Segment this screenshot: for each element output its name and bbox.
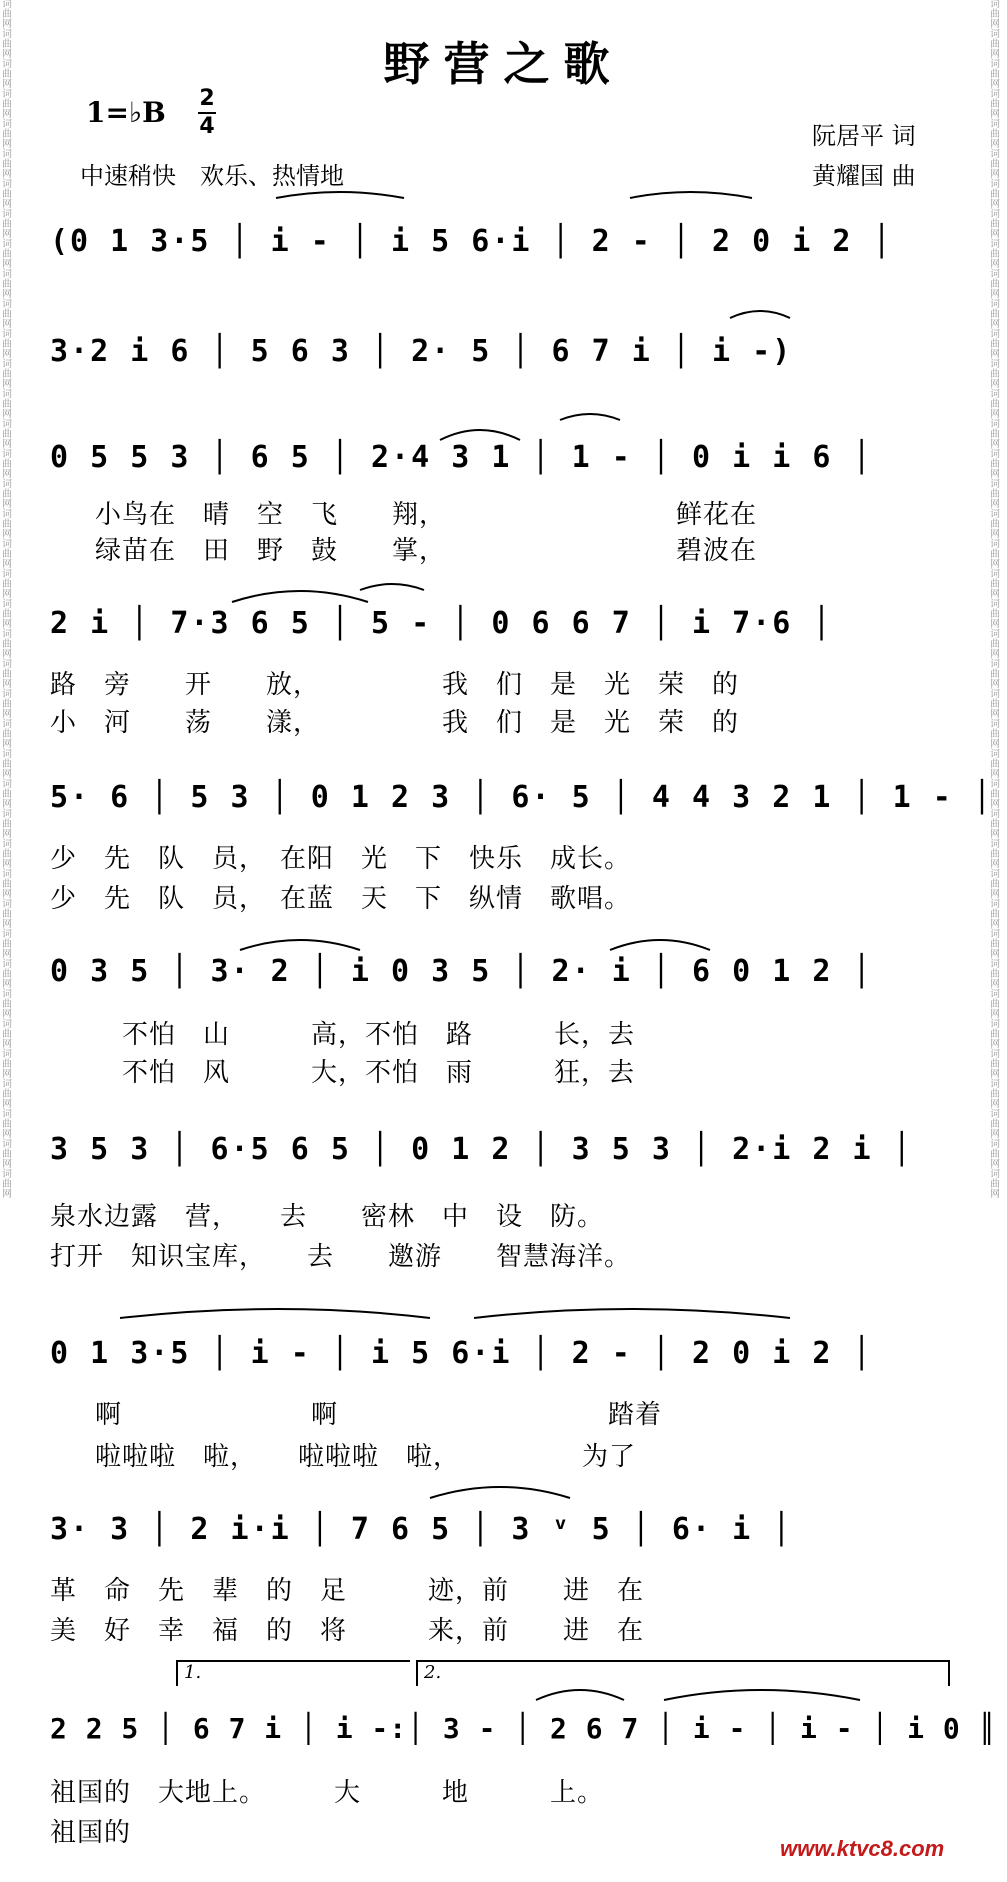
slur-arc — [560, 414, 620, 420]
notation-row-6: 0 3 5 │ 3· 2 │ i 0 3 5 │ 2· i │ 6 0 1 2 │ — [50, 954, 873, 989]
lyric-row-7-verse-1: 泉水边露 营， 去 密林 中 设 防。 — [50, 1202, 605, 1232]
slur-arc — [474, 1309, 790, 1318]
first-ending-label: 1. — [184, 1662, 202, 1683]
slur-arc — [276, 192, 404, 198]
key-signature: 1=♭B — [86, 96, 166, 129]
site-watermark: www.ktvc8.com — [780, 1836, 945, 1861]
slur-arc — [664, 1690, 860, 1700]
lyric-row-6-verse-2: 不怕 风 大，不怕 雨 狂，去 — [95, 1058, 636, 1088]
notation-row-10: 2 2 5 │ 6 7 i │ i -:│ 3 - │ 2 6 7 │ i - │ i - │ i 0 ║ — [50, 1712, 997, 1745]
slur-arc — [440, 430, 520, 440]
notation-row-2: 3·2 i 6 │ 5 6 3 │ 2· 5 │ 6 7 i │ i -) — [50, 334, 793, 369]
lyricist-credit: 阮居平 词 — [812, 122, 916, 150]
lyric-row-4-verse-1: 路 旁 开 放， 我 们 是 光 荣 的 — [50, 670, 740, 700]
watermark-right: 词曲网 词曲网 词曲网 词曲网 词曲网 词曲网 词曲网 词曲网 词曲网 词曲网 词曲网 词曲网 词曲网 词曲网 词曲网 词曲网 词曲网 词曲网 词曲网 词曲网 词曲网 词曲网 词曲网 词曲网 词曲网 词曲网 词曲网 词曲网 词曲网 词曲网 词曲网 词曲网 词曲网 词曲网 词曲网 词曲网 词曲网 词曲网 词曲网 词曲网 — [990, 0, 1000, 1200]
notation-row-9: 3· 3 │ 2 i·i │ 7 6 5 │ 3 ᵛ 5 │ 6· i │ — [50, 1512, 793, 1547]
notation-row-7: 3 5 3 │ 6·5 6 5 │ 0 1 2 │ 3 5 3 │ 2·i 2 i │ — [50, 1132, 913, 1167]
lyric-row-8-verse-2: 啦啦啦 啦， 啦啦啦 啦， 为了 — [95, 1442, 637, 1472]
notation-row-4: 2 i │ 7·3 6 5 │ 5 - │ 0 6 6 7 │ i 7·6 │ — [50, 606, 833, 641]
slur-arc — [232, 591, 368, 602]
tempo-marking: 中速稍快 欢乐、热情地 — [80, 162, 344, 190]
notation-row-8: 0 1 3·5 │ i - │ i 5 6·i │ 2 - │ 2 0 i 2 │ — [50, 1336, 873, 1371]
lyric-row-4-verse-2: 小 河 荡 漾， 我 们 是 光 荣 的 — [50, 708, 740, 738]
lyric-row-5-verse-1: 少 先 队 员， 在阳 光 下 快乐 成长。 — [50, 844, 632, 874]
notation-row-5: 5· 6 │ 5 3 │ 0 1 2 3 │ 6· 5 │ 4 4 3 2 1 │ 1 - │ — [50, 780, 993, 815]
notation-row-1: (0 1 3·5 │ i - │ i 5 6·i │ 2 - │ 2 0 i 2 │ — [50, 224, 893, 259]
slur-arc — [360, 584, 424, 590]
lyric-row-3-verse-1: 小鸟在 晴 空 飞 翔， 鲜花在 — [95, 500, 758, 530]
lyric-row-9-verse-2: 美 好 幸 福 的 将 来，前 进 在 — [50, 1616, 645, 1646]
lyric-row-3-verse-2: 绿苗在 田 野 鼓 掌， 碧波在 — [95, 536, 758, 566]
notation-row-3: 0 5 5 3 │ 6 5 │ 2·4 3 1 │ 1 - │ 0 i i 6 │ — [50, 440, 873, 475]
slur-arc — [730, 311, 790, 318]
second-ending-label: 2. — [424, 1662, 442, 1683]
slur-arc — [630, 192, 752, 198]
song-title: 野营之歌 — [383, 37, 624, 91]
lyric-row-8-verse-1: 啊 啊 踏着 — [95, 1400, 663, 1430]
slur-arc — [240, 940, 360, 950]
lyric-row-5-verse-2: 少 先 队 员， 在蓝 天 下 纵情 歌唱。 — [50, 884, 632, 914]
slur-arc — [430, 1487, 570, 1498]
slur-arc — [120, 1309, 430, 1318]
slur-arc — [610, 940, 710, 950]
lyric-row-9-verse-1: 革 命 先 辈 的 足 迹，前 进 在 — [50, 1576, 645, 1606]
lyric-row-10-verse-2: 祖国的 — [50, 1818, 132, 1848]
time-signature-top: 2 — [199, 86, 215, 111]
time-signature-bottom: 4 — [199, 114, 215, 139]
lyric-row-10-verse-1: 祖国的 大地上。 大 地 上。 — [50, 1778, 605, 1808]
lyric-row-6-verse-1: 不怕 山 高，不怕 路 长，去 — [95, 1020, 636, 1050]
composer-credit: 黄耀国 曲 — [812, 162, 916, 190]
slur-arc — [536, 1690, 624, 1700]
lyric-row-7-verse-2: 打开 知识宝库， 去 邀游 智慧海洋。 — [50, 1242, 632, 1272]
watermark-left: 词曲网 词曲网 词曲网 词曲网 词曲网 词曲网 词曲网 词曲网 词曲网 词曲网 词曲网 词曲网 词曲网 词曲网 词曲网 词曲网 词曲网 词曲网 词曲网 词曲网 词曲网 词曲网 词曲网 词曲网 词曲网 词曲网 词曲网 词曲网 词曲网 词曲网 词曲网 词曲网 词曲网 词曲网 词曲网 词曲网 词曲网 词曲网 词曲网 词曲网 — [2, 0, 12, 1200]
